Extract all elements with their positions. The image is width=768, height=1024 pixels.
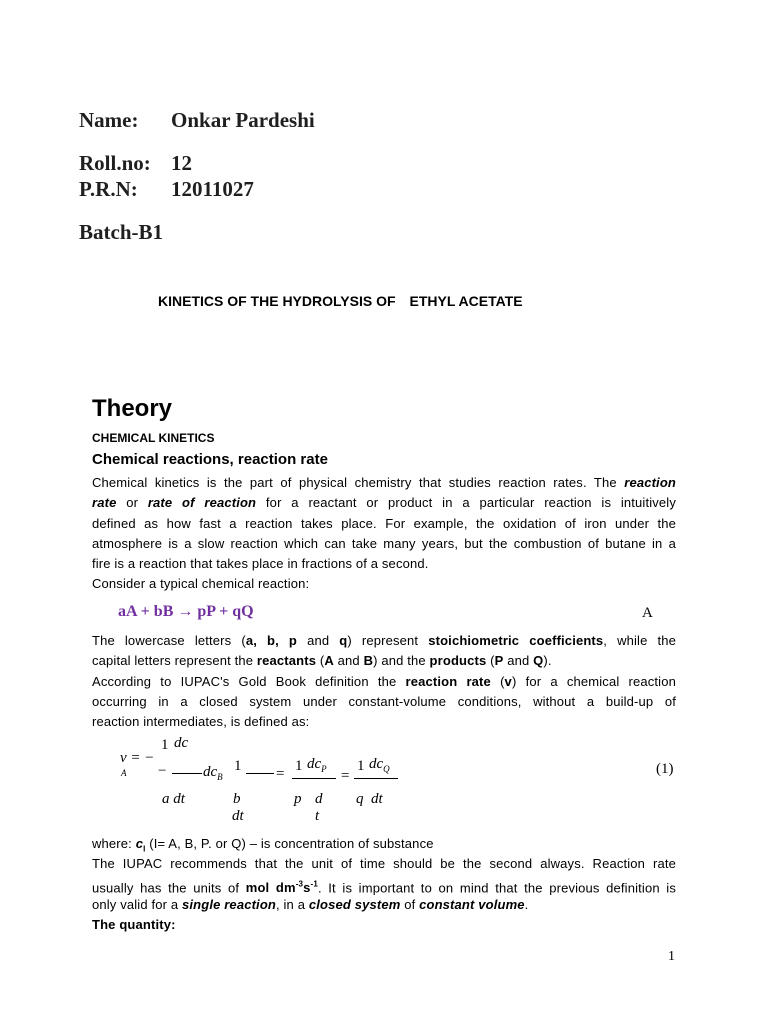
eq-v: v = − xyxy=(120,750,155,766)
name-row xyxy=(79,108,479,136)
eq-t: t xyxy=(315,808,320,824)
para3-line5: The quantity: xyxy=(92,917,176,933)
para1-line6: Consider a typical chemical reaction: xyxy=(92,576,310,592)
document-title xyxy=(158,293,523,309)
para3-line3: usually has the units of mol $dm^{-3}s^{-1}$. It is important to on mind that the previous definition is xyxy=(92,879,676,895)
para2-line2: capital letters represent the reactants (A and B) and the products (P and Q). xyxy=(92,653,552,669)
para3-line1: where: $c_I$ (I= A, B, P. or Q) – is concentration of substance xyxy=(92,836,434,854)
eq-equals-1: = xyxy=(276,766,285,782)
theory-heading: Theory xyxy=(92,395,173,422)
para2-line1: The lowercase letters (a, b, p and q) represent stoichiometric coefficients, while the xyxy=(92,633,677,648)
fraction-bar-1 xyxy=(172,773,202,774)
paragraph-definitions xyxy=(92,631,676,732)
para3-line4: only valid for a single reaction, in a closed system of constant volume. xyxy=(92,896,529,912)
para1-line3: defined as how fast a reaction takes place. For example, the oxidation of iron under the xyxy=(92,515,676,531)
eq-one-b: 1 xyxy=(234,758,242,774)
eq-equals-2: = xyxy=(341,768,350,784)
eq-one-p: 1 xyxy=(295,758,303,774)
paragraph-units xyxy=(92,834,676,935)
eq-dcb: $dc_B$ xyxy=(203,764,223,782)
para2-line3: According to IUPAC's Gold Book definition the reaction rate (v) for a chemical reaction xyxy=(92,673,676,689)
equation-number: (1) xyxy=(656,761,674,777)
roll-label: Roll.no: xyxy=(79,151,151,175)
reaction-equation: aA + bB → pP + qQ xyxy=(118,603,254,620)
para1-line4: atmosphere is a slow reaction which can take many years, but the combustion of butane in a xyxy=(92,535,676,551)
eq-d: d xyxy=(315,791,323,807)
prn-row xyxy=(79,177,479,205)
eq-one-top: 1 xyxy=(161,737,169,753)
para1-line1: Chemical kinetics is the part of physical chemistry that studies reaction rates. The reaction xyxy=(92,475,677,490)
document-title-left: KINETICS OF THE HYDROLYSIS OF xyxy=(158,293,396,309)
section-heading: CHEMICAL KINETICS xyxy=(92,431,215,445)
document-title-right: ETHYL ACETATE xyxy=(409,293,523,309)
eq-dcq: $dc_Q$ xyxy=(369,756,390,774)
prn-label: P.R.N: xyxy=(79,177,138,201)
eq-sub-a: A xyxy=(121,768,127,778)
eq-one-q: 1 xyxy=(357,758,365,774)
name-value: Onkar Pardeshi xyxy=(171,108,315,132)
para3-line2: The IUPAC recommends that the unit of time should be the second always. Reaction rate xyxy=(92,856,676,872)
name-label: Name: xyxy=(79,108,139,132)
eq-dcp: $dc_P$ xyxy=(307,756,327,774)
para2-line4: occurring in a closed system under constant-volume conditions, without a build-up of xyxy=(92,693,676,709)
roll-value: 12 xyxy=(171,151,192,175)
para2-line5: reaction intermediates, is defined as: xyxy=(92,714,310,730)
roll-row xyxy=(79,151,479,179)
eq-a-dt: a dt xyxy=(162,791,185,807)
batch-label: Batch-B1 xyxy=(79,220,163,244)
eq-b: b xyxy=(233,791,241,807)
subsection-heading: Chemical reactions, reaction rate xyxy=(92,451,328,468)
reaction-marker: A xyxy=(642,605,653,621)
paragraph-intro xyxy=(92,473,676,595)
eq-q-dt: q dt xyxy=(356,791,383,807)
para1-line5: fire is a reaction that takes place in fractions of a second. xyxy=(92,556,429,572)
fraction-bar-4 xyxy=(354,778,398,779)
fraction-bar-3 xyxy=(292,778,336,779)
eq-dt-b: dt xyxy=(232,808,244,824)
eq-dash: − xyxy=(158,763,167,779)
para1-line2: rate or rate of reaction for a reactant or product in a particular reaction is intuitively xyxy=(92,495,676,511)
page-number: 1 xyxy=(668,949,675,964)
prn-value: 12011027 xyxy=(171,177,254,201)
fraction-bar-2 xyxy=(246,773,274,774)
eq-p: p xyxy=(294,791,302,807)
eq-dc-top: dc xyxy=(174,735,189,751)
